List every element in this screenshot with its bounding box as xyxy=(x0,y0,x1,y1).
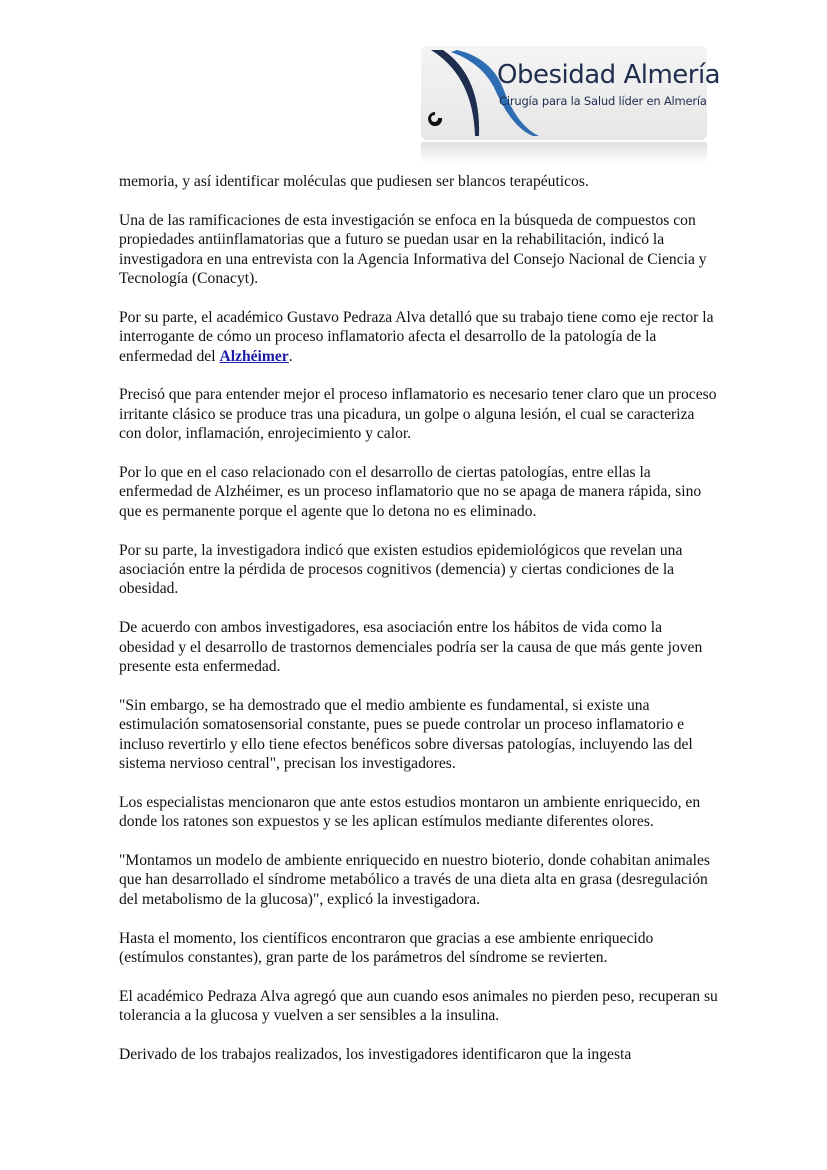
paragraph: Derivado de los trabajos realizados, los investigadores identificaron que la ingesta xyxy=(119,1046,632,1064)
paragraph: Por su parte, la investigadora indicó que existen estudios epidemiológicos que revelan una asociación entre la pérdida de procesos cognitivos (demencia) y ciertas condiciones de la obesidad. xyxy=(119,541,683,598)
logo-subtitle: Cirugía para la Salud líder en Almería xyxy=(499,94,707,108)
logo xyxy=(421,46,721,166)
logo-title: Obesidad Almería xyxy=(497,60,721,90)
paragraph: El académico Pedraza Alva agregó que aun cuando esos animales no pierden peso, recuperan su tolerancia a la glucosa y vuelven a ser sensibles a la insulina. xyxy=(119,987,718,1025)
paragraph: Los especialistas mencionaron que ante estos estudios montaron un ambiente enriquecido, en donde los ratones son expuestos y se les aplican estímulos mediante diferentes olores. xyxy=(119,793,701,831)
paragraph: De acuerdo con ambos investigadores, esa asociación entre los hábitos de vida como la obesidad y el desarrollo de trastornos demenciales podría ser la causa de que más gente joven presente esta enfermedad. xyxy=(119,619,703,676)
paragraph: Una de las ramificaciones de esta investigación se enfoca en la búsqueda de compuestos con propiedades antiinflamatorias que a futuro se puedan usar en la rehabilitación, indicó la investigadora en una entrevista con la Agencia Informativa del Consejo Nacional de Ciencia y Tecnología (Conacyt). xyxy=(119,211,707,288)
article-body xyxy=(119,172,719,1084)
paragraph: Por lo que en el caso relacionado con el desarrollo de ciertas patologías, entre ellas la enfermedad de Alzhéimer, es un proceso inflamatorio que no se apaga de manera rápida, sino que es permanente porque el agente que lo detona no es eliminado. xyxy=(119,464,702,520)
logo-reflection xyxy=(421,142,707,164)
paragraph: memoria, y así identificar moléculas que pudiesen ser blancos terapéuticos. xyxy=(119,173,589,190)
paragraph: "Montamos un modelo de ambiente enriquecido en nuestro bioterio, donde cohabitan animales que han desarrollado el síndrome metabólico a través de una dieta alta en grasa (desregulación del metabolismo de la glucosa)", explicó la investigadora. xyxy=(119,852,710,908)
paragraph-text: Por su parte, el académico Gustavo Pedraza Alva detalló que su trabajo tiene como eje rector la interrogante de cómo un proceso inflamatorio afecta el desarrollo de la patología de la enfermedad del xyxy=(119,308,714,365)
paragraph xyxy=(119,308,719,366)
paragraph-text-end: . xyxy=(288,347,293,365)
paragraph: "Sin embargo, se ha demostrado que el medio ambiente es fundamental, si existe una estimulación somatosensorial constante, pues se puede controlar un proceso inflamatorio e incluso revertirlo y ello tiene efectos benéficos sobre diversas patologías, incluyendo las del sistema nervioso central", precisan los investigadores. xyxy=(119,696,693,773)
alzheimer-link[interactable]: Alzhéimer xyxy=(219,347,289,365)
paragraph: Precisó que para entender mejor el proceso inflamatorio es necesario tener claro que un proceso irritante clásico se produce tras una picadura, un golpe o alguna lesión, el cual se caracteriza con dolor, inflamación, enrojecimiento y calor. xyxy=(119,386,717,443)
paragraph: Hasta el momento, los científicos encontraron que gracias a ese ambiente enriquecido (estímulos constantes), gran parte de los parámetros del síndrome se revierten. xyxy=(119,929,654,967)
